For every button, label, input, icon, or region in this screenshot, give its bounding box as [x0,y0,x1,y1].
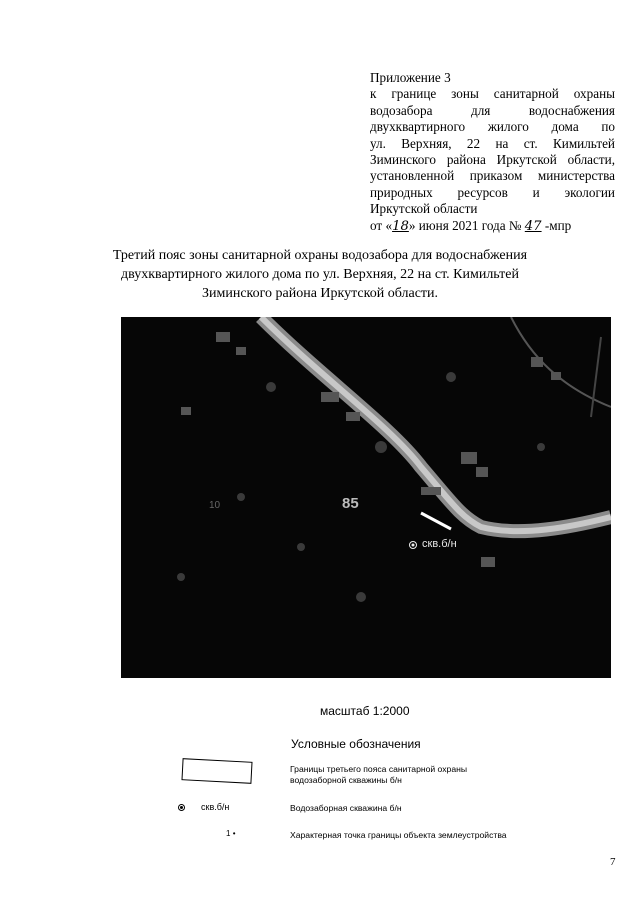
well-label: скв.б/н [422,538,457,550]
legend-well-symbol [178,802,229,812]
zone-boundary-symbol [181,758,252,784]
order-number: 47 [524,218,542,234]
legend-zone-boundary: Границы третьего пояса санитарной охраны водозаборной скважины б/н [290,764,468,785]
map-scale: масштаб 1:2000 [320,704,410,718]
date-day: 18 [392,218,409,234]
parcel-label: 85 [342,495,359,512]
appendix-line: ул. Верхняя, 22 на ст. Кимильтей [370,135,615,151]
title-line: двухквартирного жилого дома по ул. Верхняя, 22 на ст. Кимильтей [120,267,519,282]
well-icon [178,804,185,811]
appendix-line: к границе зоны санитарной охраны [370,86,615,102]
appendix-line: Зиминского района Иркутской области, [370,152,615,168]
appendix-date-line [370,218,615,235]
page-number: 7 [610,856,616,868]
satellite-map [121,317,611,678]
point-dot-icon: • [232,829,236,838]
map-imagery [121,317,611,678]
date-prefix: от « [370,217,393,233]
faint-parcel-label: 10 [209,500,221,511]
legend-point-symbol [226,829,236,838]
date-mid: » июня 2021 года № [408,217,522,233]
appendix-line: природных ресурсов и экологии [370,184,615,200]
point-number: 1 [226,829,231,838]
appendix-line: двухквартирного жилого дома по [370,119,615,135]
appendix-line: установленной приказом министерства [370,168,615,184]
document-title [100,246,540,303]
order-suffix: -мпр [544,217,572,233]
legend-point-desc: Характерная точка границы объекта землеустройства [290,830,507,840]
well-symbol-label: скв.б/н [201,802,230,812]
appendix-line: водозабора для водоснабжения [370,102,615,118]
title-line: Зиминского района Иркутской области. [201,286,439,301]
title-line: Третий пояс зоны санитарной охраны водозабора для водоснабжения [112,248,528,263]
appendix-number: Приложение 3 [370,70,451,85]
legend-well-desc: Водозаборная скважина б/н [290,803,402,813]
legend-title: Условные обозначения [291,737,421,751]
appendix-line: Иркутской области [370,201,478,217]
appendix-header [370,70,615,235]
